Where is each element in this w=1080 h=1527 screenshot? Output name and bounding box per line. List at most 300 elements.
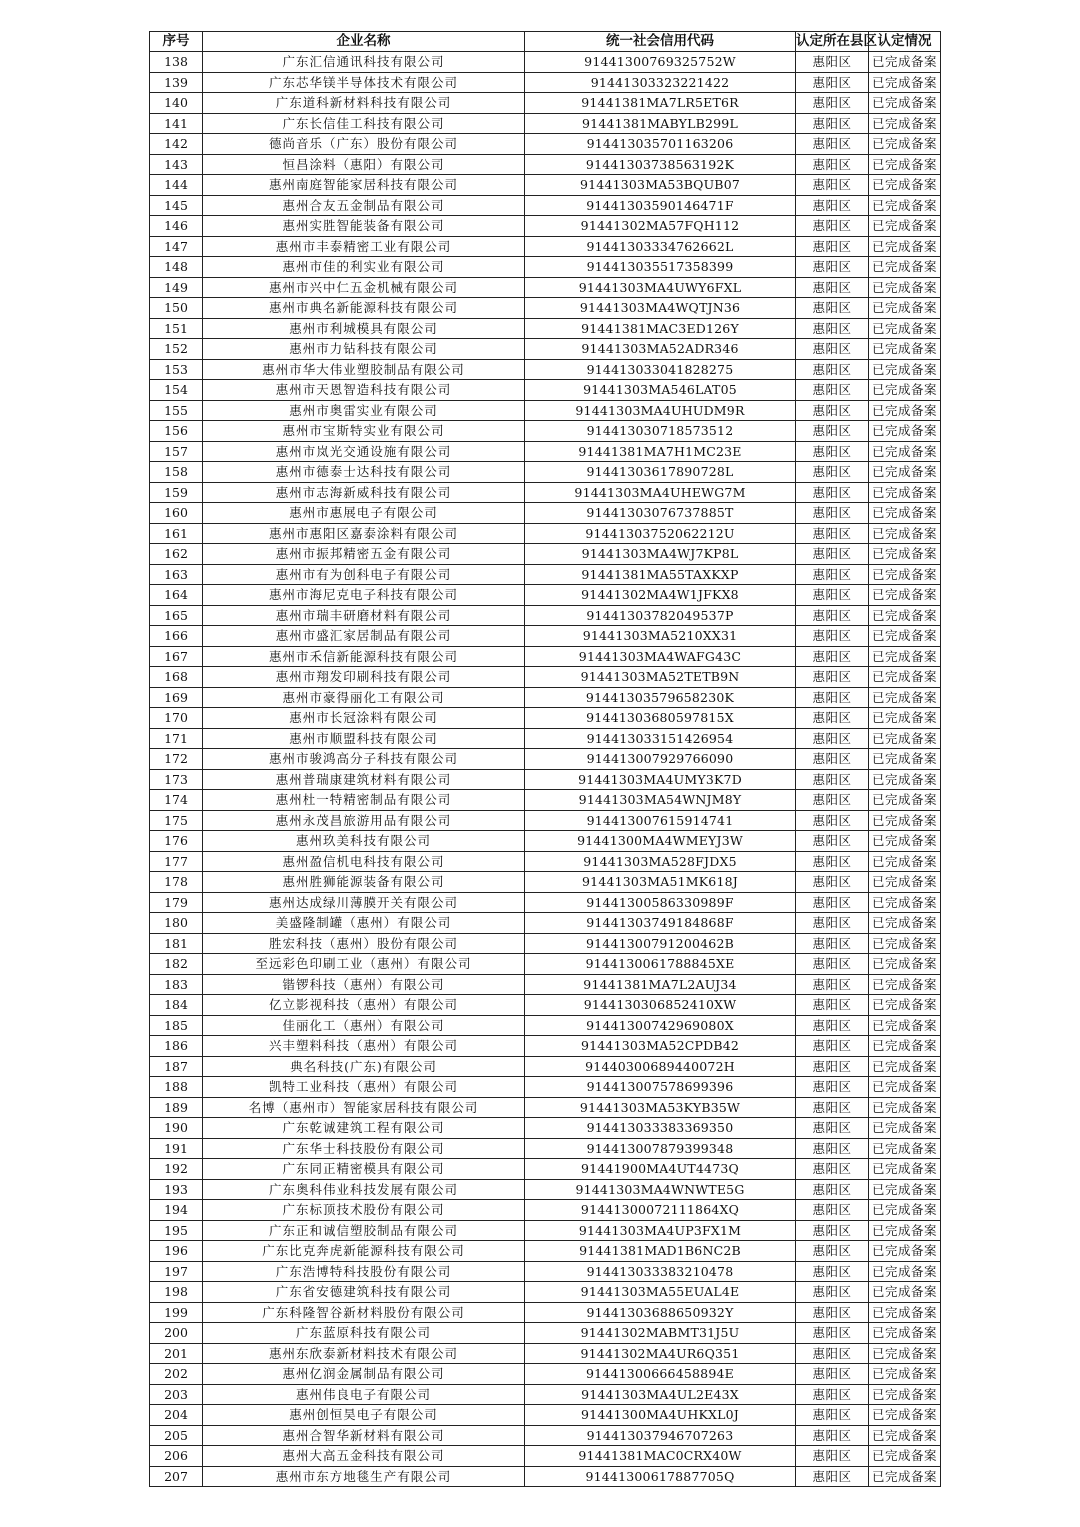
serial-number-cell: 181	[150, 933, 203, 954]
credit-code-cell: 914413030718573512	[525, 421, 796, 442]
status-cell: 已完成备案	[869, 1179, 941, 1200]
company-name-cell: 惠州市顺盟科技有限公司	[203, 728, 525, 749]
table-row	[150, 1241, 941, 1262]
company-name-cell: 惠州胜狮能源装备有限公司	[203, 872, 525, 893]
status-cell: 已完成备案	[869, 236, 941, 257]
company-name-cell: 惠州市惠阳区嘉泰涂料有限公司	[203, 523, 525, 544]
district-cell: 惠阳区	[796, 708, 869, 729]
table-row	[150, 195, 941, 216]
table-row	[150, 954, 941, 975]
table-row	[150, 605, 941, 626]
company-name-cell: 广东汇信通讯科技有限公司	[203, 52, 525, 73]
district-cell: 惠阳区	[796, 646, 869, 667]
table-row	[150, 544, 941, 565]
district-cell: 惠阳区	[796, 154, 869, 175]
serial-number-cell: 138	[150, 52, 203, 73]
district-cell: 惠阳区	[796, 1282, 869, 1303]
district-cell: 惠阳区	[796, 462, 869, 483]
status-cell: 已完成备案	[869, 1200, 941, 1221]
credit-code-cell: 91441303680597815X	[525, 708, 796, 729]
serial-number-cell: 204	[150, 1405, 203, 1426]
table-row	[150, 1446, 941, 1467]
credit-code-cell: 91441303617890728L	[525, 462, 796, 483]
credit-code-cell: 91441303323221422	[525, 72, 796, 93]
table-row	[150, 482, 941, 503]
serial-number-cell: 142	[150, 134, 203, 155]
company-name-cell: 惠州实胜智能装备有限公司	[203, 216, 525, 237]
district-cell: 惠阳区	[796, 1036, 869, 1057]
table-row	[150, 769, 941, 790]
table-row	[150, 298, 941, 319]
district-cell: 惠阳区	[796, 954, 869, 975]
district-cell: 惠阳区	[796, 195, 869, 216]
district-cell: 惠阳区	[796, 892, 869, 913]
company-name-cell: 惠州市豪得丽化工有限公司	[203, 687, 525, 708]
district-cell: 惠阳区	[796, 585, 869, 606]
company-name-cell: 广东乾诚建筑工程有限公司	[203, 1118, 525, 1139]
serial-number-cell: 176	[150, 831, 203, 852]
status-cell: 已完成备案	[869, 1241, 941, 1262]
table-row	[150, 913, 941, 934]
district-cell: 惠阳区	[796, 503, 869, 524]
company-name-cell: 惠州市志海新威科技有限公司	[203, 482, 525, 503]
district-cell: 惠阳区	[796, 749, 869, 770]
serial-number-cell: 145	[150, 195, 203, 216]
serial-number-cell: 139	[150, 72, 203, 93]
status-cell: 已完成备案	[869, 892, 941, 913]
district-cell: 惠阳区	[796, 667, 869, 688]
table-row	[150, 1159, 941, 1180]
table-row	[150, 728, 941, 749]
company-name-cell: 惠州市瑞丰研磨材料有限公司	[203, 605, 525, 626]
company-name-cell: 惠州玖美科技有限公司	[203, 831, 525, 852]
credit-code-cell: 91441381MAD1B6NC2B	[525, 1241, 796, 1262]
credit-code-cell: 91441303MA52TETB9N	[525, 667, 796, 688]
credit-code-cell: 914413033151426954	[525, 728, 796, 749]
status-cell: 已完成备案	[869, 1425, 941, 1446]
serial-number-cell: 200	[150, 1323, 203, 1344]
district-cell: 惠阳区	[796, 1179, 869, 1200]
serial-number-cell: 160	[150, 503, 203, 524]
company-name-cell: 惠州达成绿川薄膜开关有限公司	[203, 892, 525, 913]
credit-code-cell: 914413037946707263	[525, 1425, 796, 1446]
credit-code-cell: 91441300769325752W	[525, 52, 796, 73]
status-cell: 已完成备案	[869, 298, 941, 319]
company-name-cell: 亿立影视科技（惠州）有限公司	[203, 995, 525, 1016]
status-cell: 已完成备案	[869, 216, 941, 237]
district-cell: 惠阳区	[796, 1138, 869, 1159]
district-cell: 惠阳区	[796, 831, 869, 852]
credit-code-cell: 914413033383210478	[525, 1261, 796, 1282]
status-cell: 已完成备案	[869, 1343, 941, 1364]
company-name-cell: 广东同正精密模具有限公司	[203, 1159, 525, 1180]
district-cell: 惠阳区	[796, 1056, 869, 1077]
district-cell: 惠阳区	[796, 216, 869, 237]
serial-number-cell: 185	[150, 1015, 203, 1036]
serial-number-cell: 174	[150, 790, 203, 811]
company-name-cell: 惠州伟良电子有限公司	[203, 1384, 525, 1405]
credit-code-cell: 914413007879399348	[525, 1138, 796, 1159]
table-row	[150, 564, 941, 585]
credit-code-cell: 914413035517358399	[525, 257, 796, 278]
serial-number-cell: 158	[150, 462, 203, 483]
district-cell: 惠阳区	[796, 134, 869, 155]
table-row	[150, 72, 941, 93]
company-name-cell: 惠州市振邦精密五金有限公司	[203, 544, 525, 565]
district-cell: 惠阳区	[796, 318, 869, 339]
status-cell: 已完成备案	[869, 523, 941, 544]
status-cell: 已完成备案	[869, 1261, 941, 1282]
table-row	[150, 831, 941, 852]
status-cell: 已完成备案	[869, 503, 941, 524]
company-name-cell: 惠州合友五金制品有限公司	[203, 195, 525, 216]
status-cell: 已完成备案	[869, 1302, 941, 1323]
table-row	[150, 585, 941, 606]
table-row	[150, 872, 941, 893]
serial-number-cell: 196	[150, 1241, 203, 1262]
company-name-cell: 惠州合智华新材料有限公司	[203, 1425, 525, 1446]
serial-number-cell: 203	[150, 1384, 203, 1405]
credit-code-cell: 91441300666458894E	[525, 1364, 796, 1385]
district-cell: 惠阳区	[796, 1323, 869, 1344]
table-row	[150, 995, 941, 1016]
credit-code-cell: 91441303MA52ADR346	[525, 339, 796, 360]
serial-number-cell: 150	[150, 298, 203, 319]
table-row	[150, 1077, 941, 1098]
serial-number-cell: 207	[150, 1466, 203, 1487]
credit-code-cell: 91441303MA4WJ7KP8L	[525, 544, 796, 565]
serial-number-cell: 198	[150, 1282, 203, 1303]
serial-number-cell: 188	[150, 1077, 203, 1098]
company-name-cell: 广东华士科技股份有限公司	[203, 1138, 525, 1159]
company-name-cell: 广东芯华镁半导体技术有限公司	[203, 72, 525, 93]
district-cell: 惠阳区	[796, 1302, 869, 1323]
credit-code-cell: 91441302MA4W1JFKX8	[525, 585, 796, 606]
serial-number-cell: 193	[150, 1179, 203, 1200]
district-cell: 惠阳区	[796, 605, 869, 626]
table-row	[150, 851, 941, 872]
credit-code-cell: 91441381MA7L2AUJ34	[525, 974, 796, 995]
table-row	[150, 277, 941, 298]
serial-number-cell: 175	[150, 810, 203, 831]
credit-code-cell: 91441300072111864XQ	[525, 1200, 796, 1221]
credit-code-cell: 91441300791200462B	[525, 933, 796, 954]
district-cell: 惠阳区	[796, 236, 869, 257]
credit-code-cell: 91441303749184868F	[525, 913, 796, 934]
table-row	[150, 1323, 941, 1344]
company-name-cell: 惠州市岚光交通设施有限公司	[203, 441, 525, 462]
table-row	[150, 1036, 941, 1057]
serial-number-cell: 191	[150, 1138, 203, 1159]
district-cell: 惠阳区	[796, 564, 869, 585]
credit-code-cell: 91441303MA52CPDB42	[525, 1036, 796, 1057]
table-row	[150, 421, 941, 442]
district-cell: 惠阳区	[796, 728, 869, 749]
header-credit-code: 统一社会信用代码	[525, 32, 796, 52]
credit-code-cell: 91441381MA7H1MC23E	[525, 441, 796, 462]
company-name-cell: 名博（惠州市）智能家居科技有限公司	[203, 1097, 525, 1118]
credit-code-cell: 91441303MA4WAFG43C	[525, 646, 796, 667]
credit-code-cell: 91441303782049537P	[525, 605, 796, 626]
serial-number-cell: 143	[150, 154, 203, 175]
credit-code-cell: 91441303MA4UP3FX1M	[525, 1220, 796, 1241]
status-cell: 已完成备案	[869, 195, 941, 216]
serial-number-cell: 147	[150, 236, 203, 257]
status-cell: 已完成备案	[869, 851, 941, 872]
district-cell: 惠阳区	[796, 769, 869, 790]
credit-code-cell: 91441300742969080X	[525, 1015, 796, 1036]
company-name-cell: 广东奥科伟业科技发展有限公司	[203, 1179, 525, 1200]
serial-number-cell: 161	[150, 523, 203, 544]
company-name-cell: 胜宏科技（惠州）股份有限公司	[203, 933, 525, 954]
table-row	[150, 257, 941, 278]
status-cell: 已完成备案	[869, 810, 941, 831]
status-cell: 已完成备案	[869, 667, 941, 688]
company-name-cell: 广东蓝原科技有限公司	[203, 1323, 525, 1344]
table-row	[150, 749, 941, 770]
table-header-row	[150, 32, 941, 52]
credit-code-cell: 914413035701163206	[525, 134, 796, 155]
district-cell: 惠阳区	[796, 1159, 869, 1180]
credit-code-cell: 91441303MA528FJDX5	[525, 851, 796, 872]
status-cell: 已完成备案	[869, 1466, 941, 1487]
district-cell: 惠阳区	[796, 93, 869, 114]
company-name-cell: 凯特工业科技（惠州）有限公司	[203, 1077, 525, 1098]
status-cell: 已完成备案	[869, 1446, 941, 1467]
credit-code-cell: 91440300689440072H	[525, 1056, 796, 1077]
company-name-cell: 惠州市骏鸿高分子科技有限公司	[203, 749, 525, 770]
credit-code-cell: 91441303MA53BQUB07	[525, 175, 796, 196]
company-name-cell: 惠州市天恩智造科技有限公司	[203, 380, 525, 401]
credit-code-cell: 91441303MA51MK618J	[525, 872, 796, 893]
company-name-cell: 恒昌涂料（惠阳）有限公司	[203, 154, 525, 175]
serial-number-cell: 205	[150, 1425, 203, 1446]
table-row	[150, 1343, 941, 1364]
status-cell: 已完成备案	[869, 626, 941, 647]
table-row	[150, 892, 941, 913]
company-name-cell: 兴丰塑料科技（惠州）有限公司	[203, 1036, 525, 1057]
status-cell: 已完成备案	[869, 687, 941, 708]
credit-code-cell: 91441302MABMT31J5U	[525, 1323, 796, 1344]
company-name-cell: 佳丽化工（惠州）有限公司	[203, 1015, 525, 1036]
table-row	[150, 1220, 941, 1241]
status-cell: 已完成备案	[869, 1384, 941, 1405]
table-row	[150, 113, 941, 134]
table-row	[150, 134, 941, 155]
district-cell: 惠阳区	[796, 72, 869, 93]
district-cell: 惠阳区	[796, 687, 869, 708]
status-cell: 已完成备案	[869, 1118, 941, 1139]
district-cell: 惠阳区	[796, 1364, 869, 1385]
serial-number-cell: 162	[150, 544, 203, 565]
serial-number-cell: 180	[150, 913, 203, 934]
table-row	[150, 154, 941, 175]
credit-code-cell: 91441303MA4WNWTE5G	[525, 1179, 796, 1200]
credit-code-cell: 91441303590146471F	[525, 195, 796, 216]
table-row	[150, 359, 941, 380]
table-row	[150, 933, 941, 954]
status-cell: 已完成备案	[869, 544, 941, 565]
company-name-cell: 惠州市华大伟业塑胶制品有限公司	[203, 359, 525, 380]
table-row	[150, 175, 941, 196]
table-row	[150, 667, 941, 688]
status-cell: 已完成备案	[869, 134, 941, 155]
district-cell: 惠阳区	[796, 872, 869, 893]
status-cell: 已完成备案	[869, 585, 941, 606]
company-name-cell: 惠州杜一特精密制品有限公司	[203, 790, 525, 811]
district-cell: 惠阳区	[796, 1446, 869, 1467]
credit-code-cell: 91441303MA4UHEWG7M	[525, 482, 796, 503]
table-row	[150, 708, 941, 729]
serial-number-cell: 164	[150, 585, 203, 606]
credit-code-cell: 91441303MA4UHUDM9R	[525, 400, 796, 421]
credit-code-cell: 91441381MAC0CRX40W	[525, 1446, 796, 1467]
district-cell: 惠阳区	[796, 298, 869, 319]
table-row	[150, 1118, 941, 1139]
status-cell: 已完成备案	[869, 52, 941, 73]
company-name-cell: 惠州南庭智能家居科技有限公司	[203, 175, 525, 196]
table-row	[150, 1097, 941, 1118]
status-cell: 已完成备案	[869, 359, 941, 380]
credit-code-cell: 91441302MA4UR6Q351	[525, 1343, 796, 1364]
credit-code-cell: 91441303MA55EUAL4E	[525, 1282, 796, 1303]
district-cell: 惠阳区	[796, 995, 869, 1016]
table-row	[150, 646, 941, 667]
serial-number-cell: 195	[150, 1220, 203, 1241]
serial-number-cell: 183	[150, 974, 203, 995]
district-cell: 惠阳区	[796, 913, 869, 934]
serial-number-cell: 156	[150, 421, 203, 442]
table-body	[150, 52, 941, 1487]
district-cell: 惠阳区	[796, 1261, 869, 1282]
district-cell: 惠阳区	[796, 380, 869, 401]
enterprise-registry-table	[149, 31, 941, 1487]
serial-number-cell: 146	[150, 216, 203, 237]
header-district: 认定所在县区	[796, 32, 869, 52]
table-row	[150, 318, 941, 339]
credit-code-cell: 91441303076737885T	[525, 503, 796, 524]
status-cell: 已完成备案	[869, 441, 941, 462]
table-row	[150, 810, 941, 831]
status-cell: 已完成备案	[869, 1364, 941, 1385]
company-name-cell: 惠州市德泰士达科技有限公司	[203, 462, 525, 483]
serial-number-cell: 154	[150, 380, 203, 401]
credit-code-cell: 91441302MA57FQH112	[525, 216, 796, 237]
table-row	[150, 1200, 941, 1221]
table-row	[150, 1282, 941, 1303]
serial-number-cell: 182	[150, 954, 203, 975]
serial-number-cell: 187	[150, 1056, 203, 1077]
status-cell: 已完成备案	[869, 380, 941, 401]
credit-code-cell: 91441300MA4WMEYJ3W	[525, 831, 796, 852]
credit-code-cell: 91441303MA54WNJM8Y	[525, 790, 796, 811]
district-cell: 惠阳区	[796, 523, 869, 544]
serial-number-cell: 202	[150, 1364, 203, 1385]
header-company-name: 企业名称	[203, 32, 525, 52]
district-cell: 惠阳区	[796, 1200, 869, 1221]
serial-number-cell: 206	[150, 1446, 203, 1467]
credit-code-cell: 91441300MA4UHKXL0J	[525, 1405, 796, 1426]
status-cell: 已完成备案	[869, 113, 941, 134]
status-cell: 已完成备案	[869, 1036, 941, 1057]
serial-number-cell: 155	[150, 400, 203, 421]
company-name-cell: 广东科隆智谷新材料股份有限公司	[203, 1302, 525, 1323]
table-row	[150, 400, 941, 421]
district-cell: 惠阳区	[796, 1405, 869, 1426]
district-cell: 惠阳区	[796, 482, 869, 503]
status-cell: 已完成备案	[869, 974, 941, 995]
status-cell: 已完成备案	[869, 564, 941, 585]
credit-code-cell: 91441300617887705Q	[525, 1466, 796, 1487]
company-name-cell: 广东比克奔虎新能源科技有限公司	[203, 1241, 525, 1262]
status-cell: 已完成备案	[869, 1138, 941, 1159]
status-cell: 已完成备案	[869, 1097, 941, 1118]
credit-code-cell: 91441303738563192K	[525, 154, 796, 175]
company-name-cell: 惠州市翔发印刷科技有限公司	[203, 667, 525, 688]
serial-number-cell: 163	[150, 564, 203, 585]
district-cell: 惠阳区	[796, 441, 869, 462]
company-name-cell: 典名科技(广东)有限公司	[203, 1056, 525, 1077]
company-name-cell: 惠州市宝斯特实业有限公司	[203, 421, 525, 442]
status-cell: 已完成备案	[869, 482, 941, 503]
district-cell: 惠阳区	[796, 1015, 869, 1036]
status-cell: 已完成备案	[869, 93, 941, 114]
status-cell: 已完成备案	[869, 339, 941, 360]
district-cell: 惠阳区	[796, 810, 869, 831]
serial-number-cell: 186	[150, 1036, 203, 1057]
company-name-cell: 惠州普瑞康建筑材料有限公司	[203, 769, 525, 790]
table-row	[150, 1405, 941, 1426]
table-row	[150, 1015, 941, 1036]
credit-code-cell: 91441381MAC3ED126Y	[525, 318, 796, 339]
company-name-cell: 惠州市典名新能源科技有限公司	[203, 298, 525, 319]
table-row	[150, 1138, 941, 1159]
company-name-cell: 惠州创恒昊电子有限公司	[203, 1405, 525, 1426]
district-cell: 惠阳区	[796, 1384, 869, 1405]
status-cell: 已完成备案	[869, 1159, 941, 1180]
district-cell: 惠阳区	[796, 52, 869, 73]
serial-number-cell: 165	[150, 605, 203, 626]
status-cell: 已完成备案	[869, 1015, 941, 1036]
status-cell: 已完成备案	[869, 708, 941, 729]
serial-number-cell: 172	[150, 749, 203, 770]
table-row	[150, 93, 941, 114]
serial-number-cell: 201	[150, 1343, 203, 1364]
company-name-cell: 惠州市力钻科技有限公司	[203, 339, 525, 360]
company-name-cell: 惠州市长冠涂料有限公司	[203, 708, 525, 729]
credit-code-cell: 91441381MA7LR5ET6R	[525, 93, 796, 114]
table-row	[150, 1364, 941, 1385]
credit-code-cell: 91441303579658230K	[525, 687, 796, 708]
table-row	[150, 52, 941, 73]
district-cell: 惠阳区	[796, 626, 869, 647]
status-cell: 已完成备案	[869, 769, 941, 790]
table-row	[150, 790, 941, 811]
company-name-cell: 惠州市佳的利实业有限公司	[203, 257, 525, 278]
district-cell: 惠阳区	[796, 257, 869, 278]
credit-code-cell: 914413033383369350	[525, 1118, 796, 1139]
serial-number-cell: 192	[150, 1159, 203, 1180]
status-cell: 已完成备案	[869, 1056, 941, 1077]
company-name-cell: 惠州大高五金科技有限公司	[203, 1446, 525, 1467]
status-cell: 已完成备案	[869, 421, 941, 442]
status-cell: 已完成备案	[869, 913, 941, 934]
district-cell: 惠阳区	[796, 113, 869, 134]
status-cell: 已完成备案	[869, 1282, 941, 1303]
credit-code-cell: 914413007929766090	[525, 749, 796, 770]
company-name-cell: 惠州市丰泰精密工业有限公司	[203, 236, 525, 257]
credit-code-cell: 91441303MA546LAT05	[525, 380, 796, 401]
